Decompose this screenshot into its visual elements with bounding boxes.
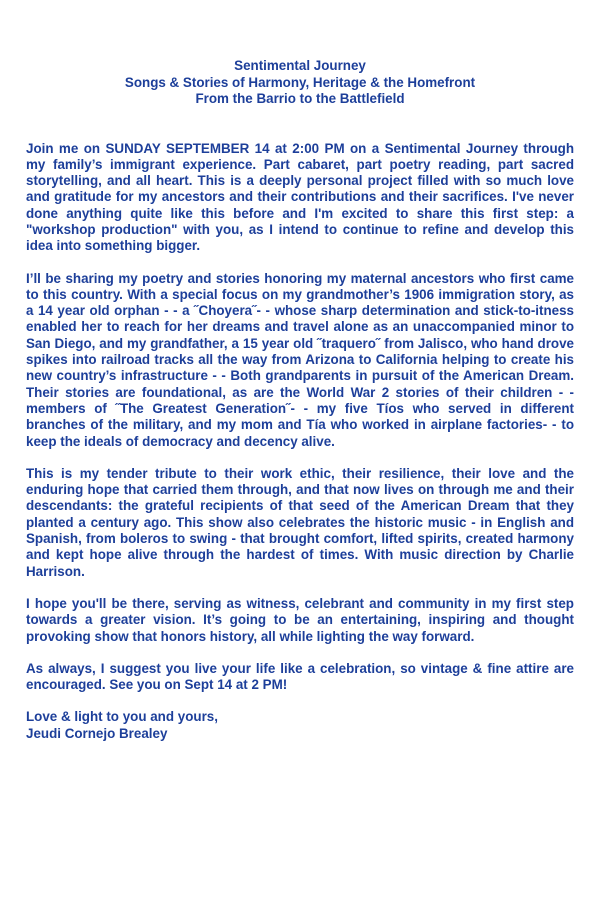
paragraph-tribute: This is my tender tribute to their work ethic, their resilience, their love and the enduring hope that carried them through, and that now lives on through me and their descendants: the grateful recipients of that seed of the American Dream that they planted a century ago. This show also celebrates the historic music - in English and Spanish, from boleros to swing - that brought comfort, lifted spirits, created harmony and kept hope alive through the hardest of times. With music direction by Charlie Harrison.: [26, 465, 574, 579]
signoff-name: Jeudi Cornejo Brealey: [26, 725, 168, 741]
paragraph-attire: As always, I suggest you live your life like a celebration, so vintage & fine attire are encouraged. See you on Sept 14 at 2 PM!: [26, 660, 574, 693]
paragraph-hope: I hope you'll be there, serving as witness, celebrant and community in my first step towards a greater vision. It’s going to be an entertaining, inspiring and thought provoking show that honors history, all while lighting the way forward.: [26, 595, 574, 644]
paragraph-ancestors: I’ll be sharing my poetry and stories honoring my maternal ancestors who first came to this country. With a special focus on my grandmother’s 1906 immigration story, as a 14 year old orphan - - a ˝Choyera˝- - whose sharp determination and stick-to-itness enabled her to reach for her dreams and travel alone as an unaccompanied minor to San Diego, and my grandfather, a 15 year old ˝traquero˝ from Jalisco, who hand drove spikes into railroad tracks all the way from Arizona to California helping to create his new country’s infrastructure - - Both grandparents in pursuit of the American Dream. Their stories are foundational, as are the World War 2 stories of their children - - members of ˝The Greatest Generation˝- - my five Tíos who served in different branches of the military, and my mom and Tía who worked in airplane factories- - to keep the ideals of democracy and decency alive.: [26, 270, 574, 449]
event-tagline: From the Barrio to the Battlefield: [195, 91, 405, 106]
event-subtitle: Songs & Stories of Harmony, Heritage & the Homefront: [124, 74, 476, 90]
header: [26, 58, 574, 108]
event-title: Sentimental Journey: [234, 58, 366, 73]
paragraph-invitation: Join me on SUNDAY SEPTEMBER 14 at 2:00 PM on a Sentimental Journey through my family’s immigrant experience. Part cabaret, part poetry reading, part sacred storytelling, and all heart. This is a deeply personal project filled with so much love and gratitude for my ancestors and their contributions and their sacrifices. I've never done anything quite like this before and I'm excited to share this first step: a "workshop production" with you, as I intend to continue to refine and develop this idea into something bigger.: [26, 140, 574, 254]
signoff-closing: Love & light to you and yours,: [26, 709, 218, 725]
signoff: [26, 709, 574, 742]
